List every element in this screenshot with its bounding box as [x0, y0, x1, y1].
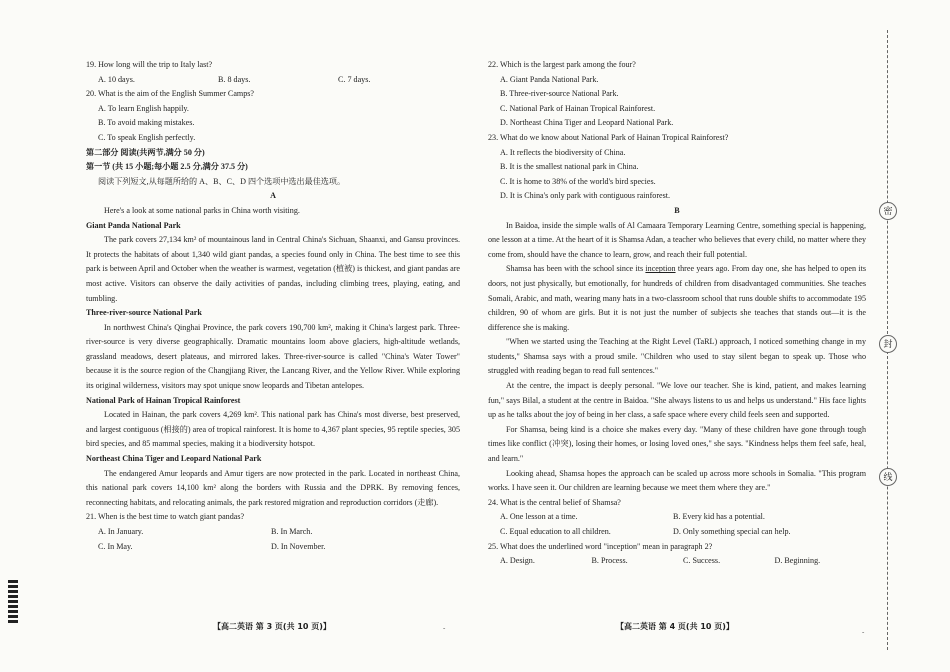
q25-option-b: B. Process. [591, 556, 628, 566]
q25-option-a: A. Design. [500, 556, 535, 566]
footer-page-4: 【高二英语 第 4 页(共 10 页)】 [616, 622, 734, 631]
q25-option-c: C. Success. [683, 556, 721, 566]
q23-option-c: C. It is home to 38% of the world's bird species. [500, 176, 656, 186]
q22-option-a: A. Giant Panda National Park. [500, 74, 599, 84]
scan-mark-left: - [443, 624, 446, 632]
q21-options-row-1 [86, 525, 460, 540]
q24-option-d: D. Only something special can help. [673, 527, 791, 536]
park-4-text: The endangered Amur leopards and Amur tigers are now protected in the park. Located in northeast China, this national park covers 14,100 km² along the borders with Russia and the DPRK. By removing fences, reconnecting habitats, and relocating animals, the park restored migration and reproduction corridors (走廊). [86, 468, 460, 507]
q19-option-c: C. 7 days. [338, 74, 371, 84]
q19-option-a: A. 10 days. [98, 74, 135, 84]
p2-after: three years ago. From day one, she has helped to open its doors, not just physically, but emotionally, for hundreds of children from disadvantaged communities. She teaches Somali, Arabic, and math, wearing many hats in a two-classroom school that runs double shifts to accommodate 195 children, 90 of whom are girls. But it is not just the number of subjects she teaches that stands out—it is the difference she is making. [488, 264, 866, 332]
q24-options-row-1 [488, 510, 866, 525]
q22-stem: 22. Which is the largest park among the four? [488, 60, 636, 69]
q21-stem: 21. When is the best time to watch giant pandas? [86, 512, 245, 522]
q24-option-c: C. Equal education to all children. [500, 527, 611, 536]
passage-a-intro: Here's a look at some national parks in China worth visiting. [104, 205, 300, 215]
q23-option-d: D. It is China's only park with contiguous rainforest. [500, 191, 671, 201]
q23-option-a: A. It reflects the biodiversity of China. [500, 147, 626, 157]
passage-a-letter: A [270, 191, 276, 201]
q24-option-a: A. One lesson at a time. [500, 512, 578, 522]
section-title: 第二部分 阅读(共两节,满分 50 分) [86, 147, 205, 157]
q24-stem: 24. What is the central belief of Shamsa? [488, 497, 621, 507]
barcode-icon [8, 580, 18, 624]
q20-option-b: B. To avoid making mistakes. [98, 118, 195, 128]
q20-option-a: A. To learn English happily. [98, 103, 189, 113]
q21-option-c: C. In May. [98, 541, 133, 551]
q23-stem: 23. What do we know about National Park of Hainan Tropical Rainforest? [488, 132, 729, 142]
passage-b-p3: "When we started using the Teaching at the Right Level (TaRL) approach, I noticed something change in my students," Shamsa says with a proud smile. "Children who used to stay silent began to speak up. Those who struggled with reading began to read full sentences." [488, 337, 866, 376]
q25-options [488, 554, 866, 569]
passage-b-letter: B [674, 205, 680, 215]
q21-option-a: A. In January. [98, 527, 144, 536]
park-2-text: In northwest China's Qinghai Province, the park covers 190,700 km², making it China's largest park. Three-river-source is very diverse geographically. Dramatic mountains loom above glaciers, high-altitude wetlands, grassland meadows, desert plateaus, and mirrored lakes. Three-river-source is called "China's Water Tower" because it is the source region of the Changjiang River, the Lancang River, and the Yellow River. While exploring its original wilderness, visitors may spot unique snow leopards and Tibetan antelopes. [86, 322, 460, 391]
underlined-word: inception [645, 264, 676, 274]
binding-seal-3: 线 [879, 468, 897, 486]
q21-option-b: B. In March. [271, 527, 313, 536]
q24-option-b: B. Every kid has a potential. [673, 512, 765, 522]
binding-seal-1: 密 [879, 202, 897, 220]
park-2-name: Three-river-source National Park [86, 308, 202, 318]
p2-before: Shamsa has been with the school since its [506, 264, 646, 274]
q25-stem: 25. What does the underlined word "inception" mean in paragraph 2? [488, 541, 713, 551]
q21-option-d: D. In November. [271, 541, 326, 551]
q19-stem: 19. How long will the trip to Italy last? [86, 60, 213, 69]
q19-options [86, 73, 460, 88]
q19-option-b: B. 8 days. [218, 74, 251, 84]
q24-options-row-2 [488, 525, 866, 540]
q22-option-d: D. Northeast China Tiger and Leopard National Park. [500, 118, 674, 128]
passage-b-p6: Looking ahead, Shamsa hopes the approach can be scaled up across more schools in Somalia. "This program works. I have seen it. Our children are learning because we meet them where they are." [488, 468, 866, 493]
park-3-name: National Park of Hainan Tropical Rainforest [86, 395, 241, 405]
scan-mark-right: - [862, 628, 865, 636]
q20-option-c: C. To speak English perfectly. [98, 132, 196, 142]
binding-seal-2: 封 [879, 335, 897, 353]
footer-page-3: 【高二英语 第 3 页(共 10 页)】 [213, 622, 331, 631]
q22-option-c: C. National Park of Hainan Tropical Rainforest. [500, 103, 656, 113]
section-instruction: 阅读下列短文,从每题所给的 A、B、C、D 四个选项中选出最佳选项。 [98, 176, 346, 186]
q21-options-row-2 [86, 540, 460, 555]
passage-b-p1: In Baidoa, inside the simple walls of Al Camaara Temporary Learning Centre, something special is happening, one lesson at a time. At the heart of it is Shamsa Adan, a teacher who believes that every child, no matter where they come from, should have the chance to learn, grow, and reach their full potential. [488, 220, 866, 259]
right-column [488, 58, 866, 569]
park-1-name: Giant Panda National Park [86, 220, 181, 230]
park-4-name: Northeast China Tiger and Leopard National Park [86, 454, 262, 464]
left-column [86, 58, 460, 554]
q25-option-d: D. Beginning. [774, 556, 821, 566]
q23-option-b: B. It is the smallest national park in China. [500, 162, 639, 172]
passage-b-p5: For Shamsa, being kind is a choice she makes every day. "Many of these children have gone through tough times like conflict (冲突), losing their homes, or losing loved ones," she says. "Kindness helps them feel safe, heal, and learn." [488, 424, 866, 464]
q22-option-b: B. Three-river-source National Park. [500, 89, 619, 99]
passage-b-p4: At the centre, the impact is deeply personal. "We love our teacher. She is kind, patient, and makes learning fun," says Bilal, a student at the centre in Baidoa. "She always listens to us and helps us understand." His face lights up as he talks about the joy of being in her class, a safe space where every child feels seen and supported. [488, 381, 866, 420]
q20-stem: 20. What is the aim of the English Summer Camps? [86, 89, 254, 99]
park-3-text: Located in Hainan, the park covers 4,269 km². This national park has China's most diverse, best preserved, and largest contiguous (相接的) area of tropical rainforest. It is home to 4,367 plant species, 95 reptile species, 305 bird species, and 85 mammal species, making it a biodiversity hotspot. [86, 410, 460, 449]
section-subtitle: 第一节 (共 15 小题;每小题 2.5 分,满分 37.5 分) [86, 162, 248, 172]
passage-b-p2 [488, 262, 866, 335]
park-1-text: The park covers 27,134 km² of mountainous land in Central China's Sichuan, Shaanxi, and Gansu provinces. It protects the habitats of about 1,340 wild giant pandas, a species found only in China. The best time to see this park is between April and October when the weather is warmest, vegetation (植被) is thickest, and giant pandas are most active. Visitors can observe the daily activities of pandas, including climbing trees, playing, eating, and tumbling. [86, 235, 460, 303]
